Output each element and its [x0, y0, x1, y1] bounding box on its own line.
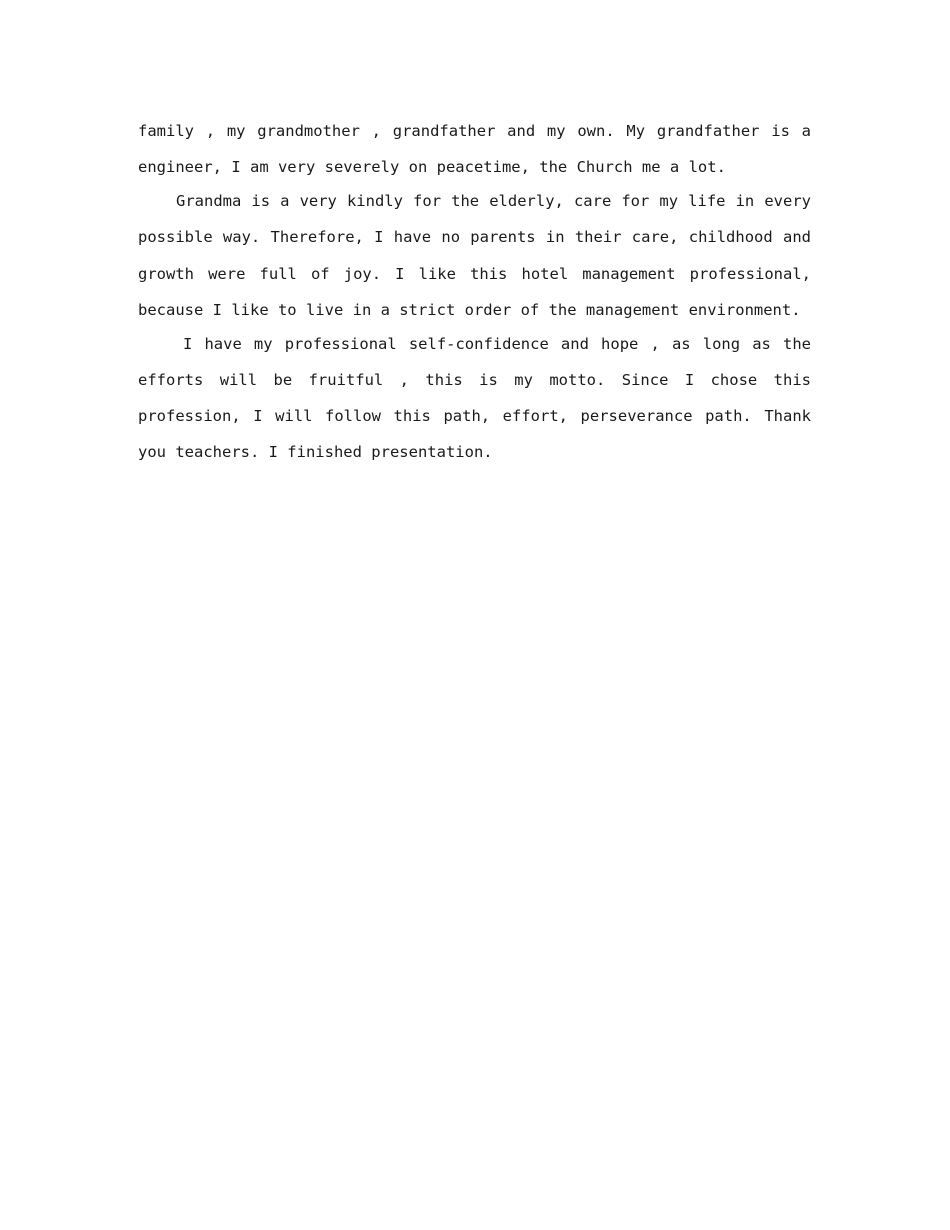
document-body: [138, 113, 811, 471]
paragraph-grandma: Grandma is a very kindly for the elderly, care for my life in every possible way. Therefore, I have no parents in their care, childhood and growth were full of joy. I like this hotel management professional, because I like to live in a strict order of the management environment.: [138, 192, 811, 319]
paragraph-confidence: I have my professional self-confidence and hope , as long as the efforts will be fruitful , this is my motto. Since I chose this profession, I will follow this path, effort, perseverance path. Thank you teachers. I finished presentation.: [138, 334, 811, 462]
paragraph-family: family , my grandmother , grandfather and my own. My grandfather is a engineer, I am very severely on peacetime, the Church me a lot.: [138, 122, 811, 177]
